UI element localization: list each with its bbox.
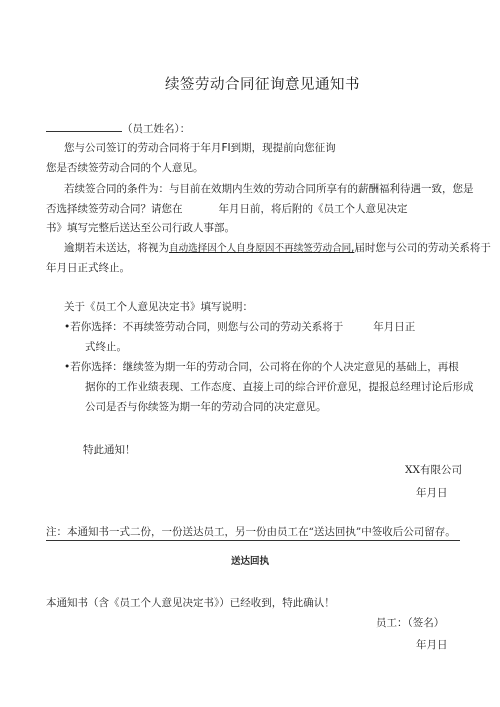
para3-line1 [64, 241, 491, 256]
para3-text-b: 届时您与公司的劳动关系将于 [354, 242, 491, 254]
bullet1-line1 [64, 320, 415, 334]
document-title: 续签劳动合同征询意见通知书 [165, 77, 360, 93]
salutation [46, 121, 190, 136]
para1-text: 您与公司签订的劳动合同将于年月 [64, 142, 222, 154]
instructions-heading: 关于《员工个人意见决定书》填写说明： [64, 301, 253, 313]
bullet2-line2: 据你的工作业绩表现、工作态度、直接上司的综合评价意见，提报总经理讨论后形成 [85, 381, 474, 393]
employee-signature: 员工：（签名） [376, 617, 445, 629]
bullet2-line1: •若你选择：继续签为期一年的劳动合同，公司将在你的个人决定意见的基础上，再根 [64, 361, 459, 373]
employee-name-blank [46, 121, 122, 132]
bullet1-text-b: 年月日正 [373, 321, 416, 333]
notice-date: 年月日 [416, 487, 448, 499]
receipt-body: 本通知书（含《员工个人意见决定书》）已经收到，特此确认！ [46, 597, 335, 609]
bullet1-line2: 式终止。 [85, 341, 127, 353]
para1-text-end: 到期，现提前向您征询 [230, 142, 336, 154]
para3-line2: 年月日正式终止。 [46, 262, 130, 274]
para3-emphasis: 自动选择因个人自身原因不再续签劳动合同, [169, 243, 355, 254]
salutation-suffix: （员工姓名）： [122, 123, 191, 135]
para2-line1: 若续签合同的条件为：与目前在效期内生效的劳动合同所享有的薪酬福利待遇一致，您是 [64, 183, 474, 195]
para2-line2 [46, 202, 408, 216]
footnote-underline [46, 540, 460, 541]
para3-text-a: 逾期若未送达，将视为 [64, 242, 169, 254]
para2-text-a: 否选择续签劳动合同？请您在 [46, 203, 183, 215]
para1-fi: FI [221, 142, 231, 154]
footnote: 注：本通知书一式二份，一份送达员工，另一份由员工在“送达回执”中签收后公司留存。 [46, 526, 456, 538]
para1-line2: 您是否续签劳动合同的个人意见。 [46, 162, 204, 174]
para2-text-b: 年月日前，将后附的《员工个人意见决定 [218, 203, 408, 215]
para1-line1 [64, 141, 336, 155]
special-notice: 特此通知！ [83, 444, 136, 456]
receipt-date: 年月日 [416, 639, 448, 651]
bullet2-line3: 公司是否与你续签为期一年的劳动合同的决定意见。 [85, 401, 327, 413]
para2-line3: 书》填写完整后送达至公司行政人事部。 [46, 222, 235, 234]
receipt-title: 送达回执 [231, 556, 270, 567]
bullet1-text-a: •若你选择：不再续签劳动合同，则您与公司的劳动关系将于 [64, 321, 344, 333]
company-name: XX有限公司 [405, 464, 462, 476]
